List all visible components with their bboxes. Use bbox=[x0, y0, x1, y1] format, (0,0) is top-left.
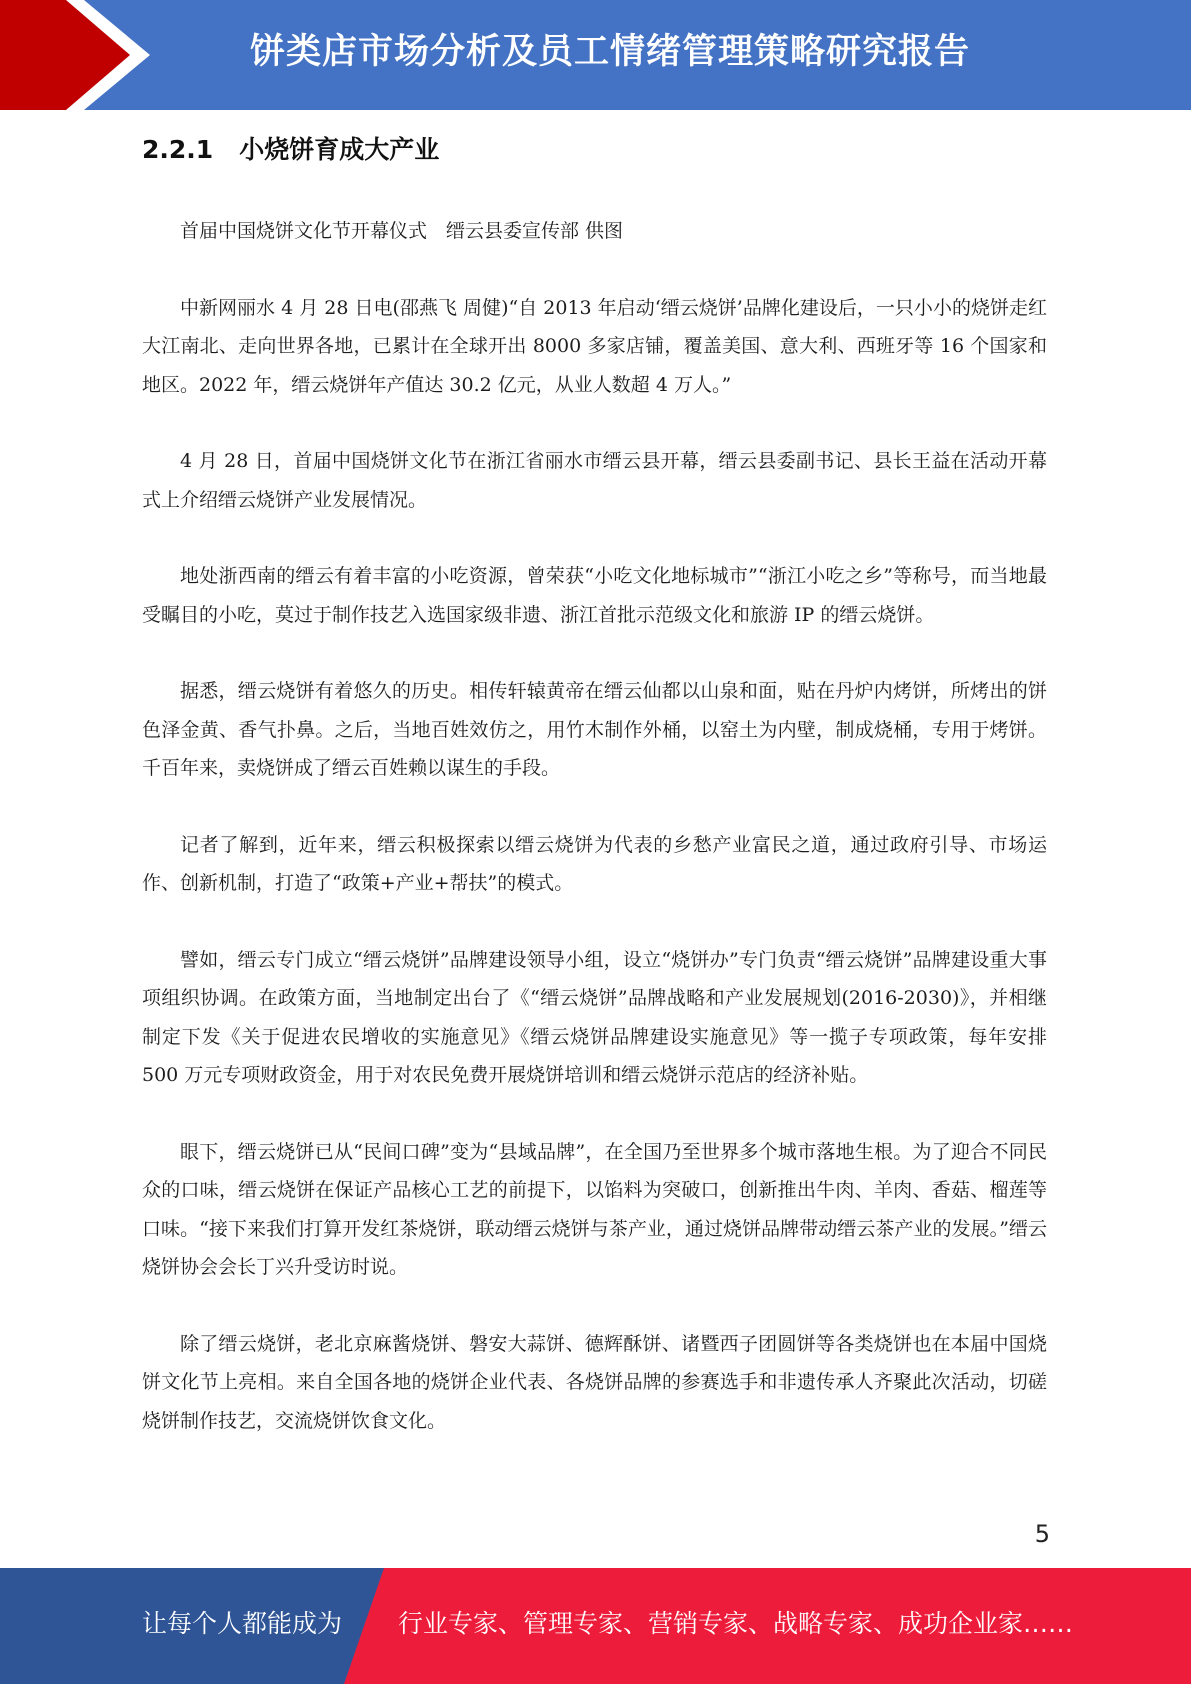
body-paragraph: 地处浙西南的缙云有着丰富的小吃资源，曾荣获“小吃文化地标城市”“浙江小吃之乡”等称号，而当地最受瞩目的小吃，莫过于制作技艺入选国家级非遗、浙江首批示范级文化和旅游 IP 的缙云烧饼。 bbox=[142, 565, 1047, 626]
section-heading bbox=[142, 128, 1047, 172]
report-title: 饼类店市场分析及员工情绪管理策略研究报告 bbox=[250, 32, 971, 72]
section-title: 小烧饼育成大产业 bbox=[239, 135, 440, 164]
photo-caption: 首届中国烧饼文化节开幕仪式 缙云县委宣传部 供图 bbox=[180, 220, 624, 242]
body-paragraph: 眼下，缙云烧饼已从“民间口碑”变为“县域品牌”，在全国乃至世界多个城市落地生根。为了迎合不同民众的口味，缙云烧饼在保证产品核心工艺的前提下，以馅料为突破口，创新推出牛肉、羊肉、香菇、榴莲等口味。“接下来我们打算开发红茶烧饼，联动缙云烧饼与茶产业，通过烧饼品牌带动缙云茶产业的发展。”缙云烧饼协会会长丁兴升受访时说。 bbox=[142, 1140, 1047, 1278]
body-paragraph: 记者了解到，近年来，缙云积极探索以缙云烧饼为代表的乡愁产业富民之道，通过政府引导、市场运作、创新机制，打造了“政策+产业+帮扶”的模式。 bbox=[142, 833, 1047, 894]
page-number: 5 bbox=[1034, 1520, 1050, 1548]
footer-slogan-right: 行业专家、管理专家、营销专家、战略专家、成功企业家…… bbox=[398, 1609, 1074, 1638]
page-footer-band bbox=[0, 1568, 1191, 1684]
footer-slogan-left: 让每个人都能成为 bbox=[142, 1609, 343, 1638]
body-paragraph: 4 月 28 日，首届中国烧饼文化节在浙江省丽水市缙云县开幕，缙云县委副书记、县长王益在活动开幕式上介绍缙云烧饼产业发展情况。 bbox=[142, 450, 1047, 511]
body-paragraph: 据悉，缙云烧饼有着悠久的历史。相传轩辕黄帝在缙云仙都以山泉和面，贴在丹炉内烤饼，所烤出的饼色泽金黄、香气扑鼻。之后，当地百姓效仿之，用竹木制作外桶，以窑土为内壁，制成烧桶，专用于烤饼。千百年来，卖烧饼成了缙云百姓赖以谋生的手段。 bbox=[142, 680, 1047, 779]
page-header-band bbox=[0, 0, 1191, 110]
main-content bbox=[142, 128, 1047, 1478]
body-paragraph: 除了缙云烧饼，老北京麻酱烧饼、磐安大蒜饼、德辉酥饼、诸暨西子团圆饼等各类烧饼也在本届中国烧饼文化节上亮相。来自全国各地的烧饼企业代表、各烧饼品牌的参赛选手和非遗传承人齐聚此次活动，切磋烧饼制作技艺，交流烧饼饮食文化。 bbox=[142, 1332, 1047, 1432]
body-paragraph: 譬如，缙云专门成立“缙云烧饼”品牌建设领导小组，设立“烧饼办”专门负责“缙云烧饼”品牌建设重大事项组织协调。在政策方面，当地制定出台了《“缙云烧饼”品牌战略和产业发展规划(2016-2030)》，并相继制定下发《关于促进农民增收的实施意见》《缙云烧饼品牌建设实施意见》等一揽子专项政策，每年安排 500 万元专项财政资金，用于对农民免费开展烧饼培训和缙云烧饼示范店的经济补贴。 bbox=[142, 948, 1047, 1086]
header-red-chevron-shape bbox=[0, 0, 150, 110]
body-paragraph: 中新网丽水 4 月 28 日电(邵燕飞 周健)“自 2013 年启动‘缙云烧饼’品牌化建设后，一只小小的烧饼走红大江南北、走向世界各地，已累计在全球开出 8000 多家店铺，覆盖美国、意大利、西班牙等 16 个国家和地区。2022 年，缙云烧饼年产值达 30.2 亿元，从业人数超 4 万人。” bbox=[142, 296, 1047, 396]
section-number: 2.2.1 bbox=[142, 135, 214, 164]
